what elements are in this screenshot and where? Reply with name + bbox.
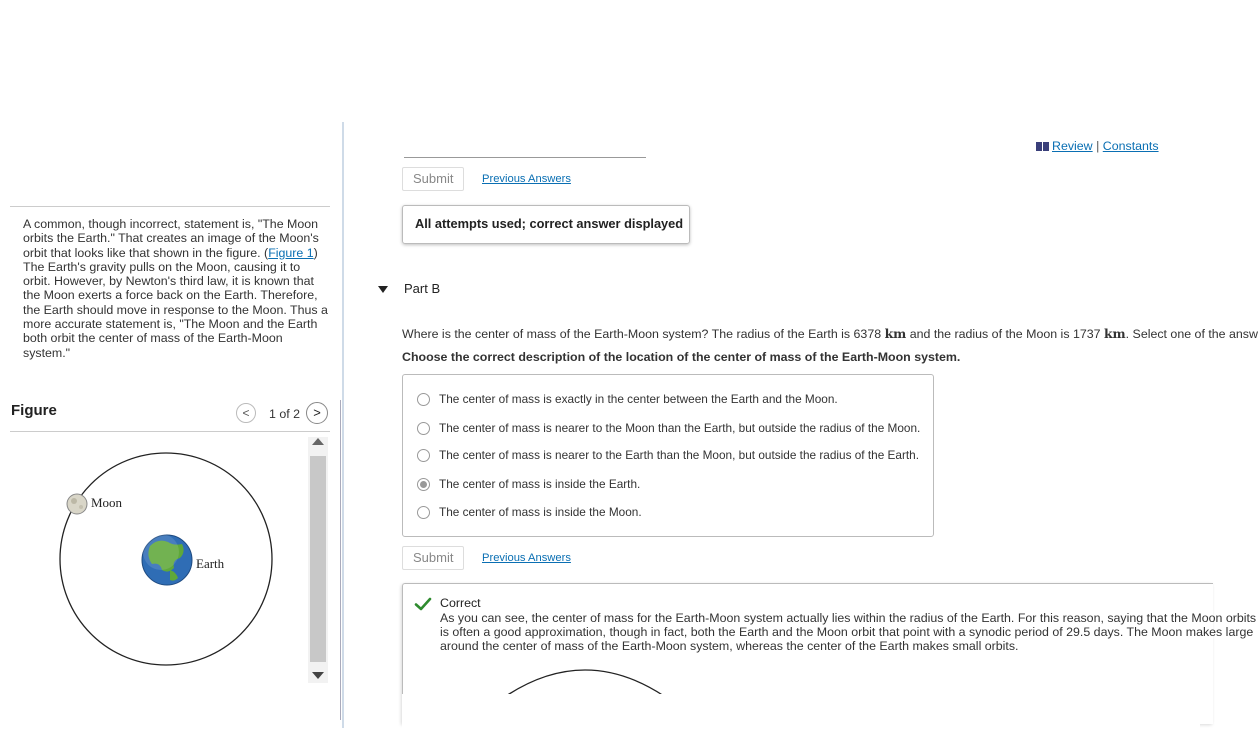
part-b-title[interactable]: Part B [404,281,441,296]
feedback-line: is often a good approximation, though in fact, both the Earth and the Moon orbit that point with a synodic period of 29.5 days. The Moon makes large [440,625,1254,640]
radio-button[interactable] [417,393,430,406]
unit-km-2: km [1103,326,1126,341]
option-label: The center of mass is nearer to the Earth than the Moon, but outside the radius of the Earth. [439,448,920,462]
figure-prev-button[interactable]: < [236,403,256,423]
scroll-down-arrow-icon[interactable] [312,672,324,679]
collapse-caret-icon[interactable] [378,286,388,293]
feedback-line: As you can see, the center of mass for the Earth-Moon system actually lies within the radius of the Earth. For this reason, saying that the Moon orbits [440,611,1257,625]
pane-divider-handle[interactable] [340,400,341,720]
figure-title: Figure [11,402,57,419]
part-b-instruction: Choose the correct description of the location of the center of mass of the Earth-Moon system. [402,350,961,364]
moon-icon [67,494,87,514]
problem-statement [23,217,328,360]
radio-button-selected[interactable] [417,478,430,491]
review-link[interactable]: Review [1052,139,1093,153]
figure-divider [10,431,330,432]
part-a-previous-answers-link[interactable]: Previous Answers [482,173,571,185]
option-label: The center of mass is inside the Moon. [439,505,642,519]
constants-link[interactable]: Constants [1102,139,1159,153]
moon-label: Moon [91,495,123,510]
feedback-title: Correct [440,596,481,610]
feedback-line: around the center of mass of the Earth-Moon system, whereas the center of the Earth makes small orbits. [440,639,1019,654]
option-label: The center of mass is exactly in the center between the Earth and the Moon. [439,392,838,406]
scroll-up-arrow-icon[interactable] [312,438,324,445]
question-text-3: . Select one of the answ [1125,327,1258,341]
viewport-bottom-mask [402,694,1200,729]
left-divider [10,206,330,207]
unit-km-1: km [884,326,907,341]
header-separator: | [1096,139,1100,153]
pane-divider[interactable] [342,122,344,728]
part-a-submit-button[interactable]: Submit [402,167,464,191]
option-label: The center of mass is inside the Earth. [439,477,641,491]
problem-text-end: ) The Earth's gravity pulls on the Moon, causing it to orbit. However, by Newton's third law, it is known that the Moon exerts a force back on the Earth. Therefore, the Earth should move in response to the Moon. Thus a more accurate statement is, "The Moon and the Earth both orbit the center of mass of the Earth-Moon system." [23,245,328,360]
figure-next-button[interactable]: > [306,402,328,424]
question-text-1: Where is the center of mass of the Earth-Moon system? The radius of the Earth is 6378 [402,327,885,341]
scrollbar-thumb[interactable] [310,456,326,662]
book-icon [1036,142,1050,151]
checkmark-icon [415,597,431,611]
radio-button[interactable] [417,422,430,435]
part-b-submit-button[interactable]: Submit [402,546,464,570]
earth-label: Earth [196,556,225,571]
figure-link[interactable]: Figure 1 [268,245,314,260]
orbit-figure [40,440,300,700]
radio-button[interactable] [417,449,430,462]
answer-options [402,374,934,537]
part-b-question [402,326,1258,341]
radio-button[interactable] [417,506,430,519]
feedback-text [440,611,1257,654]
figure-pager: 1 of 2 [269,407,301,421]
answer-field-underline [404,157,646,158]
part-b-previous-answers-link[interactable]: Previous Answers [482,552,571,564]
header-links [1036,139,1159,153]
problem-text-start: A common, though incorrect, statement is, "The Moon orbits the Earth." That creates an image of the Moon's orbit that looks like that shown in the figure. ( [23,217,319,260]
question-text-2: and the radius of the Moon is 1737 [906,327,1104,341]
earth-icon [142,534,192,585]
attempts-message: All attempts used; correct answer displayed [402,205,690,244]
option-label: The center of mass is nearer to the Moon than the Earth, but outside the radius of the Moon. [439,421,921,435]
